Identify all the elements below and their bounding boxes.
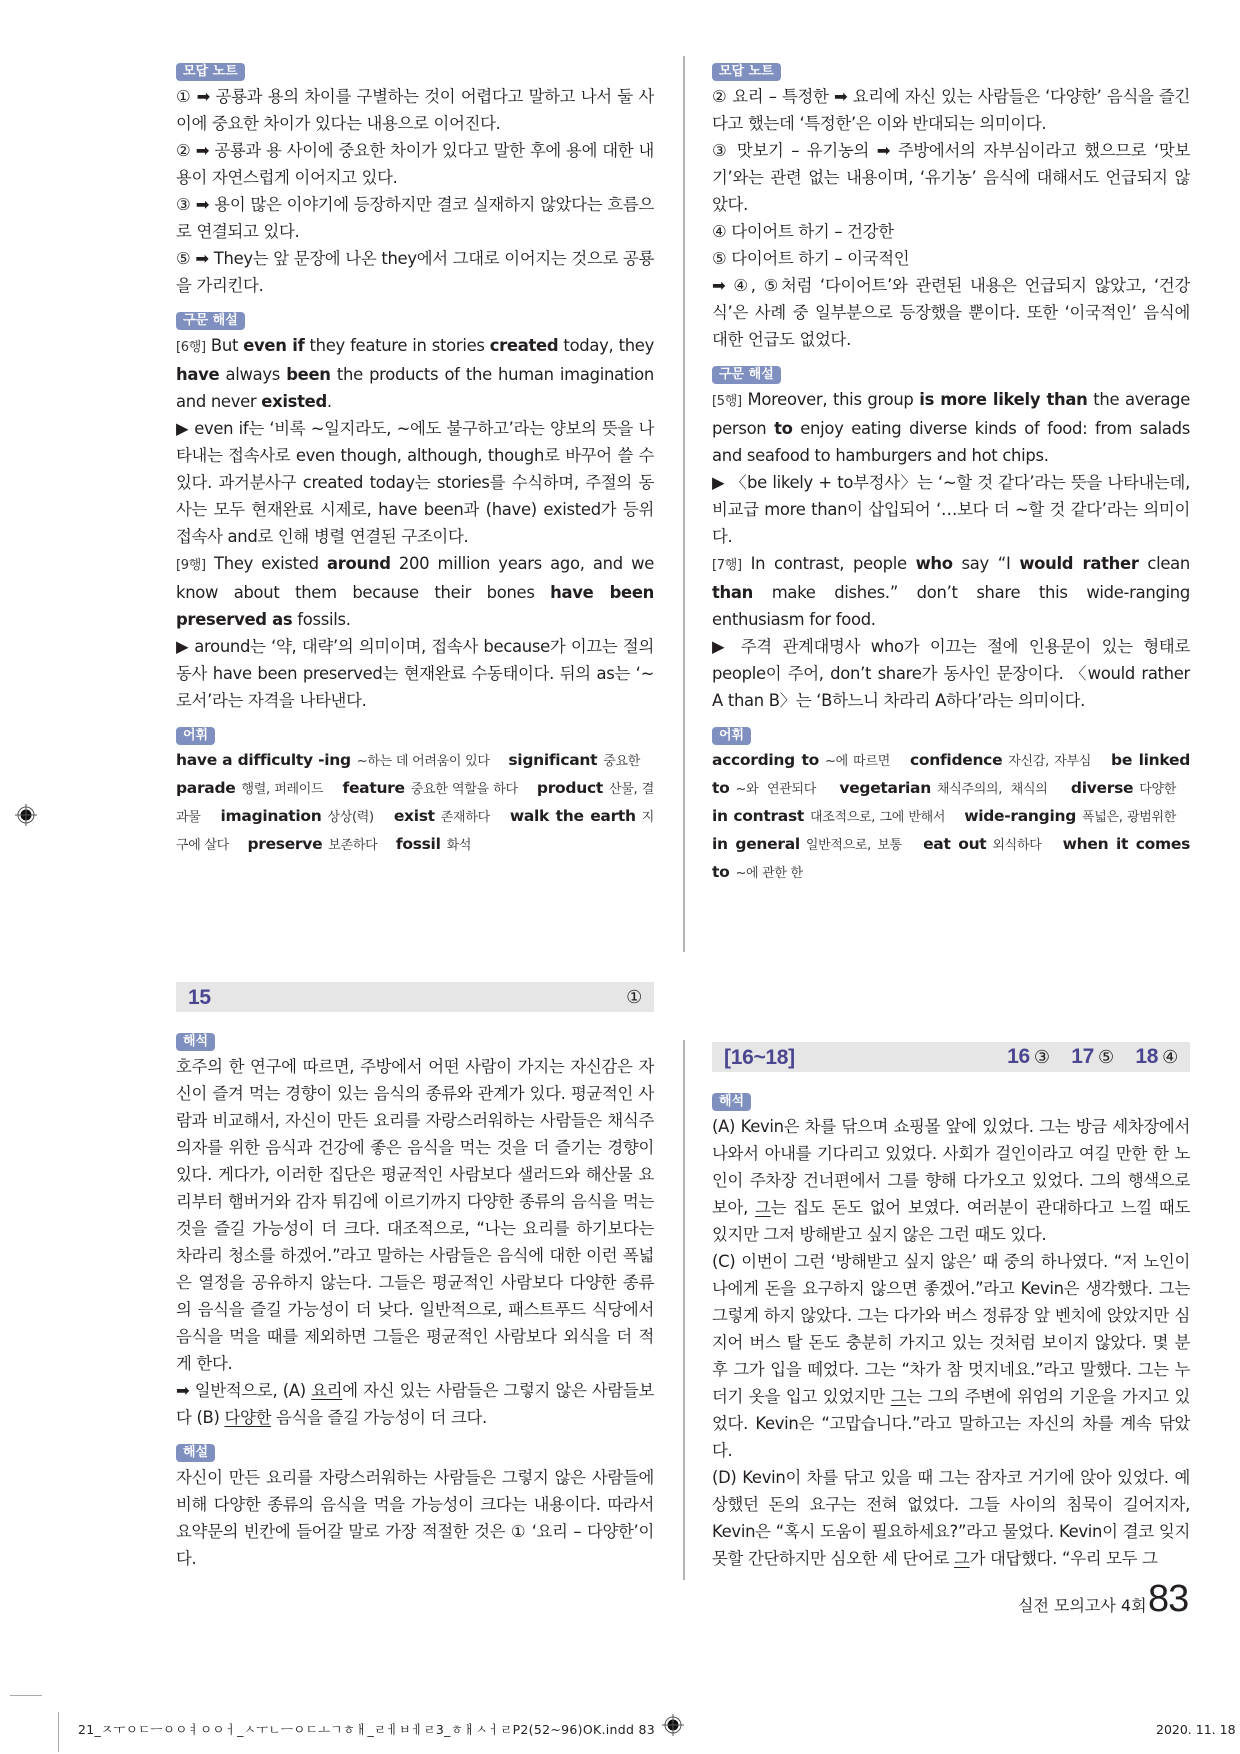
syntax-badge: 구문 해설 [176,312,245,330]
section-title: 실전 모의고사 4회 [1018,1596,1147,1615]
syntax-badge: 구문 해설 [712,366,781,384]
question-16-18-section [712,1042,1190,1572]
syntax-note: ▶ 주격 관계대명사 who가 이끄는 절에 인용문이 있는 형태로 people이 주어, don’t share가 동사인 문장이다. 〈would rather A than B〉는 ‘B하느니 차라리 A하다’라는 의미이다. [712,637,1190,710]
wrong-note-line: ⑤ 다이어트 하기 – 이국적인 [712,249,910,268]
syntax-sentence-9: [9행] They existed around 200 million years ago, and we know about them because their bones have been preserved as fossils. [176,554,654,629]
right-top-section [712,56,1190,887]
answer-list: 16 ③ 17 ⑤ 18 ④ [1007,1045,1178,1068]
vocab-list: have a difficulty -ing ~하는 데 어려움이 있다 significant 중요한 parade 행렬, 퍼레이드 feature 중요한 역할을 하다 product 산물, 결과물 imagination 상상(력) exist 존재하다 walk the earth 지구에 살다 preserve 보존하다 fossil 화석 [176,751,655,853]
explanation-text: 자신이 만든 요리를 자랑스러워하는 사람들은 그렇지 않은 사람들에 비해 다양한 종류의 음식을 먹을 가능성이 크다는 내용이다. 따라서 요약문의 빈칸에 들어갈 말로 가장 적절한 것은 ① ‘요리 – 다양한’이다. [176,1468,654,1568]
line-tag: [9행] [176,558,206,573]
wrong-note-badge: 모답 노트 [712,63,781,81]
wrong-note-line: ③ 맛보기 – 유기농의 ➡ 주방에서의 자부심이라고 했으므로 ‘맛보기’와는 관련 없는 내용이며, ‘유기농’ 음식에 대해서도 언급되지 않았다. [712,141,1190,214]
page-number: 83 [1148,1578,1189,1620]
line-tag: [7행] [712,558,742,573]
explanation-badge: 해설 [176,1444,215,1462]
wrong-note-line: ② 요리 – 특정한 ➡ 요리에 자신 있는 사람들은 ‘다양한’ 음식을 즐긴다고 했는데 ‘특정한’은 이와 반대되는 의미이다. [712,87,1190,133]
question-number: 15 [188,985,211,1009]
syntax-note: ▶ even if는 ‘비록 ~일지라도, ~에도 불구하고’라는 양보의 뜻을 나타내는 접속사로 even though, although, though로 바꾸어 쓸 수 있다. 과거분사구 created today는 stories를 수식하며, 주절의 동사는 모두 현재완료 시제로, have been과 (have) existed가 등위 접속사 and로 인해 병렬 연결된 구조이다. [176,419,654,546]
translation-text: 호주의 한 연구에 따르면, 주방에서 어떤 사람이 가지는 자신감은 자신이 즐겨 먹는 경향이 있는 음식의 종류와 관계가 있다. 평균적인 사람과 비교해서, 자신이 만든 요리를 자랑스러워하는 사람들은 채식주의자를 위한 음식과 건강에 좋은 음식을 먹는 것을 더 즐기는 경향이 있다. 게다가, 이러한 집단은 평균적인 사람보다 샐러드와 해산물 요리부터 햄버거와 감자 튀김에 이르기까지 다양한 종류의 음식을 먹는 것을 즐길 가능성이 더 크다. 대조적으로, “나는 요리를 하기보다는 차라리 청소를 하겠어.”라고 말하는 사람들은 음식에 대한 이런 폭넓은 열정을 공유하지 않는다. 그들은 평균적인 사람보다 다양한 종류의 음식을 즐길 가능성이 더 낮다. 일반적으로, 패스트푸드 식당에서 음식을 먹을 때를 제외하면 그들은 평균적인 사람보다 외식을 더 적게 한다. [176,1057,654,1373]
left-top-section [176,56,654,859]
wrong-note-line: ④ 다이어트 하기 – 건강한 [712,222,894,241]
question-15-section [176,982,654,1572]
crop-mark [58,1712,59,1752]
wrong-note-line: ① ➡ 공룡과 용의 차이를 구별하는 것이 어렵다고 말하고 나서 둘 사이에 중요한 차이가 있다는 내용으로 이어진다. [176,87,654,133]
answer-choice: ① [626,986,642,1008]
line-tag: [5행] [712,394,742,409]
syntax-note: ▶ 〈be likely + to부정사〉는 ‘~할 것 같다’라는 뜻을 나타내는데, 비교급 more than이 삽입되어 ‘…보다 더 ~할 것 같다’라는 의미이다. [712,473,1190,546]
question-range: [16~18] [724,1045,795,1069]
wrong-note-line: ② ➡ 공룡과 용 사이에 중요한 차이가 있다고 말한 후에 용에 대한 내용이 자연스럽게 이어지고 있다. [176,141,654,187]
line-tag: [6행] [176,340,206,355]
translation-badge: 해석 [176,1033,215,1051]
column-divider [683,56,685,952]
syntax-sentence-7: [7행] In contrast, people who say “I would rather clean than make dishes.” don’t share this wide-ranging enthusiasm for food. [712,554,1191,629]
paragraph-a: (A) Kevin은 차를 닦으며 쇼핑몰 앞에 있었다. 그는 방금 세차장에서 나와서 아내를 기다리고 있었다. 사회가 걸인이라고 여길 만한 한 노인이 주차장 건너편에서 그를 향해 다가오고 있었다. 그의 행색으로 보아, 그는 집도 돈도 없어 보였다. 여러분이 관대하다고 느낄 때도 있지만 그저 방해받고 싶지 않은 그런 때도 있다. [712,1117,1190,1244]
vocab-badge: 어휘 [712,727,751,745]
wrong-note-line: ⑤ ➡ They는 앞 문장에 나온 they에서 그대로 이어지는 것으로 공룡을 가리킨다. [176,249,654,295]
paragraph-d: (D) Kevin이 차를 닦고 있을 때 그는 잠자코 거기에 앉아 있었다. 예상했던 돈의 요구는 전혀 없었다. 그들 사이의 침묵이 길어지자, Kevin은 “혹시 도움이 필요하세요?”라고 물었다. Kevin이 결코 잊지 못할 간단하지만 심오한 세 단어로 그가 대답했다. “우리 모두 그 [712,1468,1190,1568]
summary-text: ➡ 일반적으로, (A) 요리에 자신 있는 사람들은 그렇지 않은 사람들보다 (B) 다양한 음식을 즐길 가능성이 더 크다. [176,1381,655,1427]
wrong-note-badge: 모답 노트 [176,63,245,81]
paragraph-c: (C) 이번이 그런 ‘방해받고 싶지 않은’ 때 중의 하나였다. “저 노인이 나에게 돈을 요구하지 않으면 좋겠어.”라고 Kevin은 생각했다. 그는 그렇게 하지 않았다. 그는 다가와 버스 정류장 앞 벤치에 앉았지만 심지어 버스 탈 돈도 충분히 가지고 있는 것처럼 보이지 않았다. 몇 분 후 그가 입을 떼었다. 그는 “차가 참 멋지네요.”라고 말했다. 그는 누더기 옷을 입고 있었지만 그는 그의 주변에 위엄의 기운을 가지고 있었다. Kevin은 “고맙습니다.”라고 말하고는 자신의 차를 계속 닦았다. [712,1252,1190,1460]
vocab-list: according to ~에 따르면 confidence 자신감, 자부심 be linked to ~와 연관되다 vegetarian 채식주의의, 채식의 diverse 다양한 in contrast 대조적으로, 그에 반해서 wide-ranging 폭넓은, 광범위한 in general 일반적으로, 보통 eat out 외식하다 when it comes to ~에 관한 한 [712,751,1190,881]
question-header [176,982,654,1012]
crop-mark [10,1695,42,1696]
wrong-note-line: ③ ➡ 용이 많은 이야기에 등장하지만 결코 실재하지 않았다는 흐름으로 연결되고 있다. [176,195,654,241]
question-header [712,1042,1190,1072]
wrong-note-line: ➡ ④, ⑤처럼 ‘다이어트’와 관련된 내용은 언급되지 않았고, ‘건강식’은 사례 중 일부분으로 등장했을 뿐이다. 또한 ‘이국적인’ 음식에 대한 언급도 없었다. [712,276,1190,349]
print-date: 2020. 11. 18 [1156,1722,1236,1737]
file-slug: 21_ㅈㅜㅇㄷㅡㅇㅇㅕㅇㅇㅓ_ㅅㅜㄴㅡㅇㄷㅗㄱㅎㅐ_ㄹㅔㅂㅔㄹ3_ㅎㅐㅅㅓㄹP2(52~96)OK.indd 83 [78,1722,655,1737]
vocab-badge: 어휘 [176,727,215,745]
syntax-sentence-5: [5행] Moreover, this group is more likely than the average person to enjoy eating diverse kinds of food: from salads and seafood to hamburgers and hot chips. [712,390,1190,465]
registration-mark-icon [662,1714,684,1736]
registration-mark-icon [15,804,37,826]
syntax-note: ▶ around는 ‘약, 대략’의 의미이며, 접속사 because가 이끄는 절의 동사 have been preserved는 현재완료 수동태이다. 뒤의 as는 ‘~로서’라는 자격을 나타낸다. [176,637,654,710]
translation-badge: 해석 [712,1093,751,1111]
column-divider-lower [683,1040,685,1580]
syntax-sentence-6: [6행] But even if they feature in stories created today, they have always been the products of the human imagination and never existed. [176,336,654,411]
